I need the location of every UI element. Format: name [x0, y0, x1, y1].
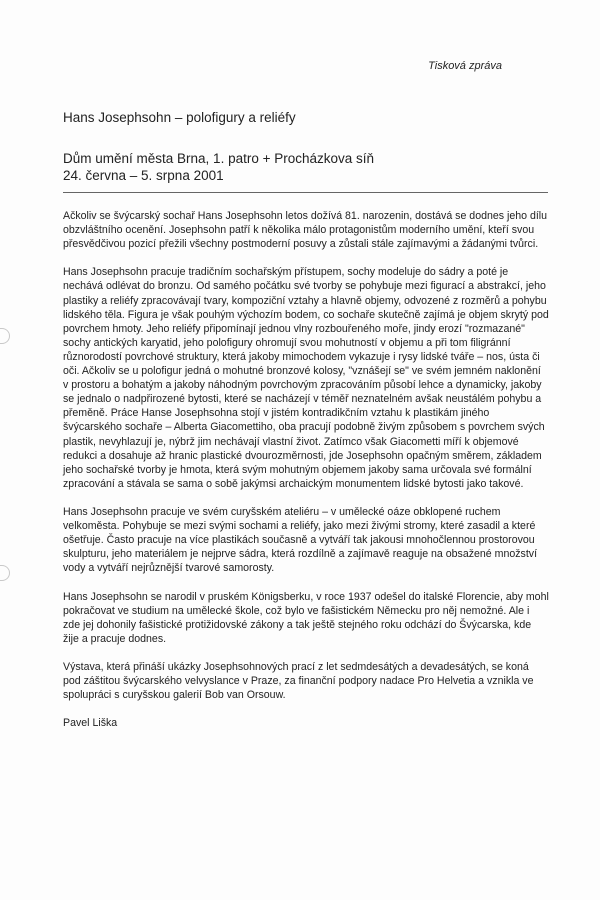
press-release-title: Hans Josephsohn – polofigury a reliéfy [63, 110, 296, 125]
paragraph-intro: Ačkoliv se švýcarský sochař Hans Josephsohn letos dožívá 81. narozenin, dostává se dodnes jeho dílu obzvláštního ocenění. Josephsohn patří k několika málo protagonistům moderního umění, kteří svou přesvědčivou pozicí přežili všechny postmoderní posuvy a zůstali stále zajímavými a žádanými tvůrci. [63, 210, 548, 251]
document-type-label: Tisková zpráva [428, 60, 502, 72]
punch-hole-mark [0, 328, 10, 344]
venue-block [63, 150, 374, 184]
press-release-body [63, 209, 549, 730]
paragraph-exhibition: Výstava, která přináší ukázky Josephsohnových prací z let sedmdesátých a devadesátých, se koná pod záštitou švýcarského velvyslance v Praze, za finanční podpory nadace Pro Helvetia a vznikla ve spolupráci s curyšskou galerií Bob van Orsouw. [63, 661, 534, 702]
author-signature: Pavel Liška [63, 717, 118, 730]
paragraph-technique: Hans Josephsohn pracuje tradičním sochařským přístupem, sochy modeluje do sádry a poté je nechává odlévat do bronzu. Od samého počátku své tvorby se pohybuje mezi figurací a abstrakcí, jeho plastiky a reliéfy zpracovávají tvary, kompoziční vztahy a hlavně objemy, odvozené z rozměrů a pohybu lidského těla. Figura je však pouhým výchozím bodem, co sochaře skutečně zajímá je objem skrytý pod povrchem hmoty. Jeho reliéfy připomínají jednou vlny rozbouřeného moře, jindy erozí "rozmazané" sochy antických karyatid, jeho polofigury ohromují svou mohutností v objemu a při tom filigránní různorodostí povrchové struktury, která jakoby mimochodem vykazuje i rysy lidské tváře – nos, ústa či oči. Ačkoliv se u polofigur jedná o mohutné bronzové kolosy, "vznášejí se" ve svém jemném naklonění v prostoru a bohatým a jakoby náhodným povrchovým zpracováním působí lehce a dynamicky, jakoby se jednalo o nadpřirozené bytosti, které se nacházejí v téměř neznatelném avšak neustálém pohybu a přeměně. Práce Hanse Josephsohna stojí v jistém kontradikčním vztahu k plastikám jiného švýcarského sochaře – Alberta Giacomettiho, oba pracují podobně živým způsobem s povrchem svých plastik, nevyhlazují je, nýbrž jim nechávají vlastní život. Zatímco však Giacometti míří k objemové redukci a dosahuje až hranic plastické dvourozměrnosti, jde Josephsohn opačným směrem, základem jeho sochařské tvorby je hmota, která svým mohutným objemem jakoby sama určovala své formální zpracování a stávala se sama o sobě jakýmsi archaickým monumentem lidské bytosti jako takové. [63, 266, 549, 490]
paragraph-biography: Hans Josephsohn se narodil v pruském Königsberku, v roce 1937 odešel do italské Florencie, aby mohl pokračovat ve studium na umělecké škole, což bylo ve fašistickém Německu pro něj nemožné. Ale i zde jej dohonily fašistické protižidovské zákony a tak ještě stejného roku odchází do Švýcarska, kde žije a pracuje dodnes. [63, 590, 549, 645]
date-range-line: 24. června – 5. srpna 2001 [63, 168, 224, 183]
horizontal-divider [63, 192, 548, 193]
paragraph-studio: Hans Josephsohn pracuje ve svém curyšském ateliéru – v umělecké oáze obklopené ruchem velkoměsta. Pohybuje se mezi svými sochami a reliéfy, jako mezi živými stromy, které zasadil a které ošetřuje. Často pracuje na více plastikách současně a vytváří tak jakousi mnohočlennou prostorovou skulpturu, jeho materiálem je nejprve sádra, která rozdílně a zajímavě reaguje na obsažené množství vody a vytváří nejrůznější tvarové samorosty. [63, 505, 538, 575]
venue-line: Dům umění města Brna, 1. patro + Procházkova síň [63, 151, 375, 166]
punch-hole-mark [0, 565, 10, 581]
